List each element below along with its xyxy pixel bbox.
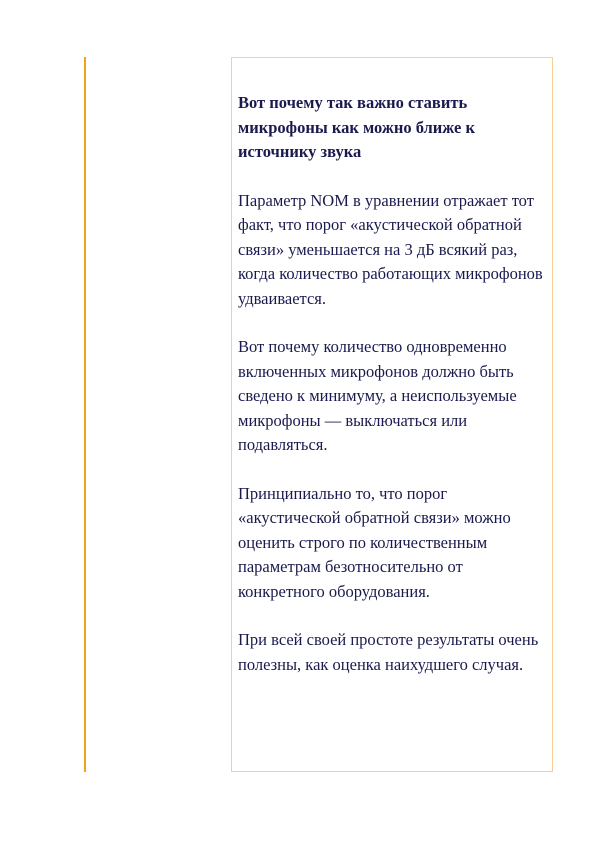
sidebar-heading: Вот почему так важно ставить микрофоны как можно ближе к источнику звука: [238, 93, 476, 161]
sidebar-paragraph-2: Вот почему количество одновременно включенных микрофонов должно быть сведено к минимуму, а неиспользуемые микрофоны — выключаться или подавляться.: [238, 337, 517, 454]
sidebar-box: [231, 57, 553, 772]
sidebar-paragraph-4: При всей своей простоте результаты очень полезны, как оценка наихудшего случая.: [238, 630, 539, 674]
sidebar-paragraph-1: Параметр NOM в уравнении отражает тот факт, что порог «акустической обратной связи» уменьшается на 3 дБ всякий раз, когда количество работающих микрофонов удваивается.: [238, 190, 543, 308]
sidebar-paragraph-3: Принципиально то, что порог «акустической обратной связи» можно оценить строго по количественным параметрам безотносительно от конкретного оборудования.: [238, 483, 511, 601]
margin-rule: [84, 57, 86, 772]
